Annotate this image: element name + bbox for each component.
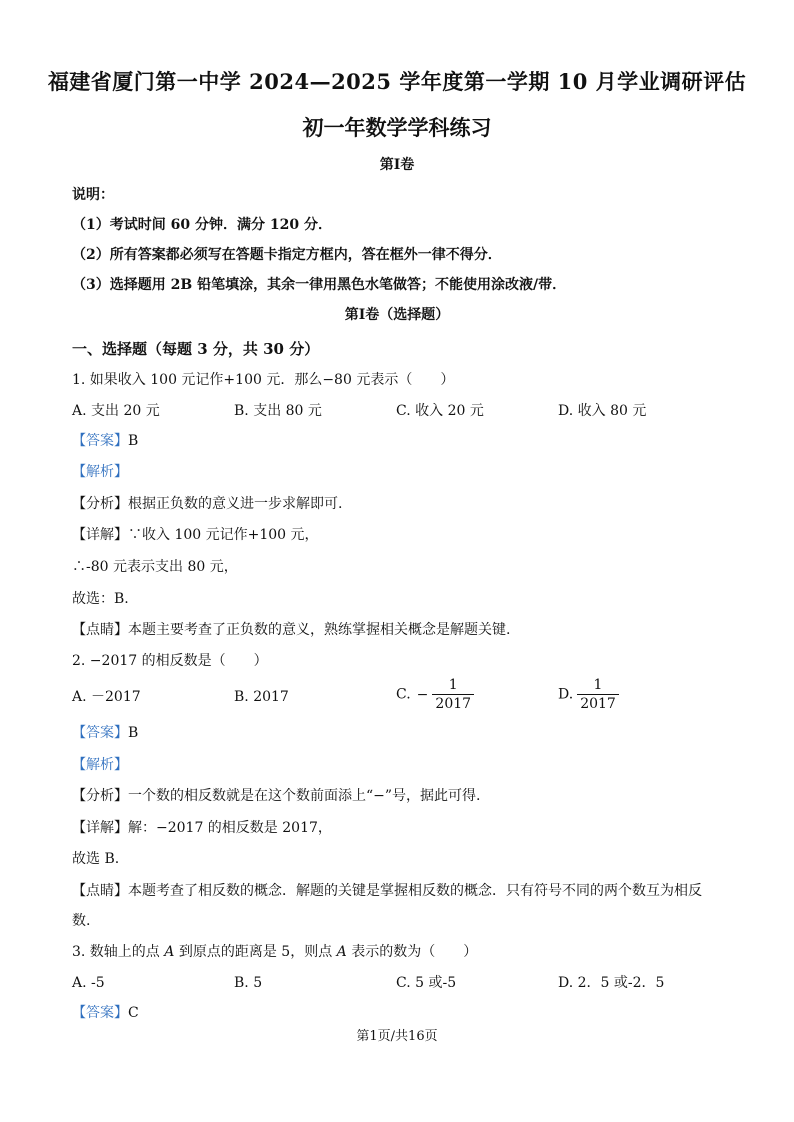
q1-comment-row: [72, 621, 510, 639]
q1-option-b: B. 支出 80 元: [234, 403, 322, 419]
fraction-numerator: 1: [448, 677, 458, 693]
q2-option-c-label: C.: [396, 686, 411, 703]
q3-var-a: A: [164, 944, 175, 960]
fraction-numerator: 1: [593, 677, 603, 693]
q2-fenxi-row: [72, 787, 481, 805]
q1-answer: B: [128, 433, 139, 449]
analysis-tag: 【解析】: [72, 757, 128, 773]
q2-stem: 2. −2017 的相反数是（ ）: [72, 653, 268, 669]
q1-detail-line2: ∴-80 元表示支出 80 元，: [72, 559, 238, 575]
comment-tag: 【点睛】: [72, 622, 128, 638]
q2-detail-row: [72, 819, 332, 837]
q2-answer-row: [72, 724, 138, 742]
q1-analysis-row: [72, 463, 128, 481]
fenxi-tag: 【分析】: [72, 496, 128, 512]
q1-option-a: A. 支出 20 元: [72, 403, 160, 419]
q3-option-d: D. 2．5 或-2．5: [558, 975, 665, 991]
q1-option-d: D. 收入 80 元: [558, 403, 647, 419]
fraction-denominator: 2017: [435, 696, 472, 712]
doc-subtitle: 初一年数学学科练习: [302, 115, 492, 140]
q3-answer: C: [128, 1005, 139, 1021]
q2-option-c-fraction: [432, 676, 474, 713]
q2-analysis-row: [72, 756, 128, 774]
q3-option-a: A. -5: [72, 975, 105, 991]
q2-detail: 解：−2017 的相反数是 2017，: [128, 820, 332, 836]
q3-option-b: B. 5: [234, 975, 263, 991]
q1-stem: 1. 如果收入 100 元记作+100 元．那么−80 元表示（ ）: [72, 372, 455, 388]
q1-comment: 本题主要考查了正负数的意义，熟练掌握相关概念是解题关键.: [128, 622, 511, 638]
q1-fenxi-row: [72, 495, 342, 513]
instruction-item-3: （3）选择题用 2B 铅笔填涂，其余一律用黑色水笔做答；不能使用涂改液/带．: [72, 277, 567, 293]
q2-option-d: [558, 676, 619, 713]
q2-option-b: B. 2017: [234, 689, 289, 705]
q3-option-c: C. 5 或-5: [396, 975, 457, 991]
page-footer: 第1页/共16页: [356, 1029, 438, 1044]
q3-var-a: A: [336, 944, 347, 960]
q2-fenxi: 一个数的相反数就是在这个数前面添上“−”号，据此可得.: [128, 788, 481, 804]
q2-comment-cont: 数.: [72, 913, 91, 929]
q2-comment: 本题考查了相反数的概念．解题的关键是掌握相反数的概念．只有符号不同的两个数互为相反: [128, 883, 702, 899]
fraction-denominator: 2017: [580, 696, 616, 712]
q2-option-d-fraction: [577, 676, 619, 713]
q2-detail-line2: 故选 B.: [72, 851, 120, 867]
fenxi-tag: 【分析】: [72, 788, 128, 804]
q3-stem-mid: 到原点的距离是 5，则点: [174, 944, 337, 960]
q3-stem-post: 表示的数为（ ）: [346, 944, 478, 960]
q1-fenxi: 根据正负数的意义进一步求解即可.: [128, 496, 343, 512]
volume-label: 第I卷: [379, 157, 415, 173]
q3-answer-row: [72, 1004, 139, 1022]
section-volume: 第I卷（选择题）: [344, 307, 450, 323]
q1-detail: ∵收入 100 元记作+100 元，: [128, 527, 319, 543]
answer-tag: 【答案】: [72, 433, 128, 449]
q1-detail-line3: 故选：B.: [72, 591, 129, 607]
q2-option-c: [396, 676, 474, 713]
q2-comment-row: [72, 882, 702, 900]
detail-tag: 【详解】: [72, 527, 128, 543]
instructions-label: 说明：: [72, 187, 114, 203]
q1-detail-row: [72, 526, 319, 544]
q2-option-a: A. －2017: [72, 689, 141, 705]
instruction-item-2: （2）所有答案都必须写在答题卡指定方框内，答在框外一律不得分．: [72, 247, 502, 263]
q2-option-c-sign: −: [416, 686, 429, 703]
instruction-item-1: （1）考试时间 60 分钟．满分 120 分．: [72, 217, 332, 233]
q1-answer-row: [72, 432, 138, 450]
answer-tag: 【答案】: [72, 725, 128, 741]
q3-stem: [72, 943, 477, 961]
q3-stem-pre: 3. 数轴上的点: [72, 944, 165, 960]
q2-option-d-label: D.: [558, 686, 574, 703]
doc-title: 福建省厦门第一中学 2024—2025 学年度第一学期 10 月学业调研评估: [47, 69, 747, 94]
q2-answer: B: [128, 725, 139, 741]
q1-option-c: C. 收入 20 元: [396, 403, 484, 419]
comment-tag: 【点睛】: [72, 883, 128, 899]
section-heading: 一、选择题（每题 3 分，共 30 分）: [72, 340, 320, 358]
answer-tag: 【答案】: [72, 1005, 128, 1021]
detail-tag: 【详解】: [72, 820, 128, 836]
analysis-tag: 【解析】: [72, 464, 128, 480]
